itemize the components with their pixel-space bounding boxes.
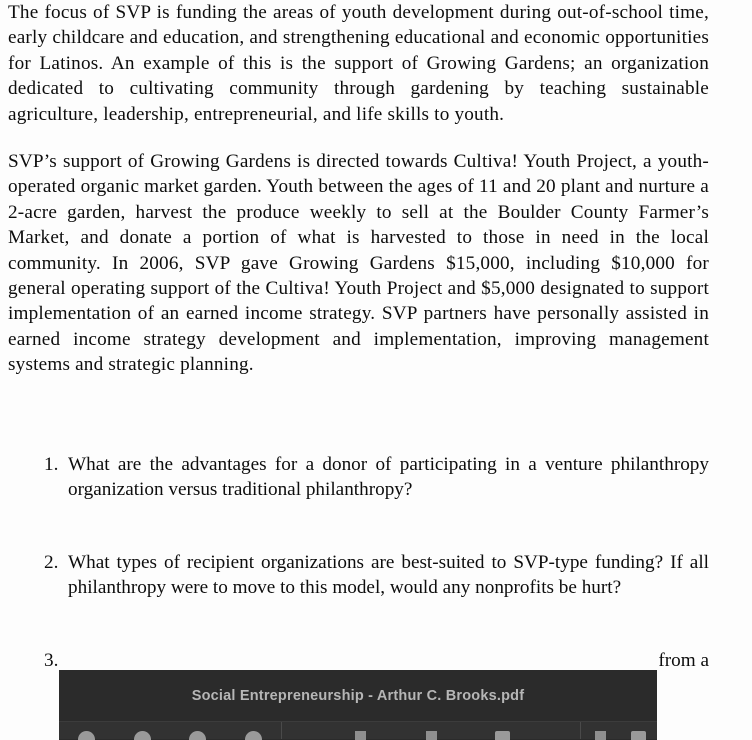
list-item [44, 452, 709, 503]
pdf-toolbar[interactable] [59, 722, 657, 739]
circle-icon[interactable] [189, 731, 206, 740]
list-item-text: from a [658, 649, 709, 671]
paragraph-1: The focus of SVP is funding the areas of youth development during out-of-school time, early childcare and education, and strengthening educational and economic opportunities for Latinos. An example of this is the support of Growing Gardens; an organization dedicated to cultivating community through gardening by teaching sustainable agriculture, leadership, entrepreneurial, and life skills to youth. [8, 2, 709, 125]
pdf-file-name: Social Entrepreneurship - Arthur C. Brooks.pdf [191, 687, 525, 704]
bar-icon[interactable] [352, 731, 369, 740]
document-text-body [8, 0, 709, 378]
toolbar-group-center [282, 722, 580, 739]
list-item [44, 550, 709, 601]
paragraph-2: SVP’s support of Growing Gardens is directed towards Cultiva! Youth Project, a youth-operated organic market garden. Youth between the ages of 11 and 20 plant and nurture a 2-acre garden, harvest the produce weekly to sell at the Boulder County Farmer’s Market, and donate a portion of what is harvested to those in need in the local community. In 2006, SVP gave Growing Gardens $15,000, including $10,000 for general operating support of the Cultiva! Youth Project and $5,000 designated to support implementation of an earned income strategy. SVP partners have personally assisted in earned income strategy development and implementation, improving management systems and strategic planning. [8, 151, 709, 376]
bar-icon[interactable] [592, 731, 609, 740]
discussion-questions-list [44, 452, 709, 673]
list-marker: 1. [44, 454, 59, 475]
square-icon[interactable] [494, 731, 511, 740]
list-marker: 2. [44, 551, 59, 573]
toolbar-group-left [59, 722, 281, 739]
circle-icon[interactable] [78, 731, 95, 740]
list-item-text: What types of recipient organizations are best-suited to SVP-type funding? If all philanthropy were to move to this model, would any nonprofits be hurt? [68, 551, 709, 599]
toolbar-group-right [581, 722, 657, 739]
square-icon[interactable] [630, 731, 647, 740]
list-marker: 3. [44, 649, 59, 671]
circle-icon[interactable] [245, 731, 262, 740]
circle-icon[interactable] [134, 731, 151, 740]
list-item-text: What are the advantages for a donor of participating in a venture philanthropy organization versus traditional philanthropy? [68, 454, 709, 501]
pdf-title-bar [59, 670, 657, 722]
pdf-viewer-overlay [59, 670, 657, 740]
bar-icon[interactable] [423, 731, 440, 740]
